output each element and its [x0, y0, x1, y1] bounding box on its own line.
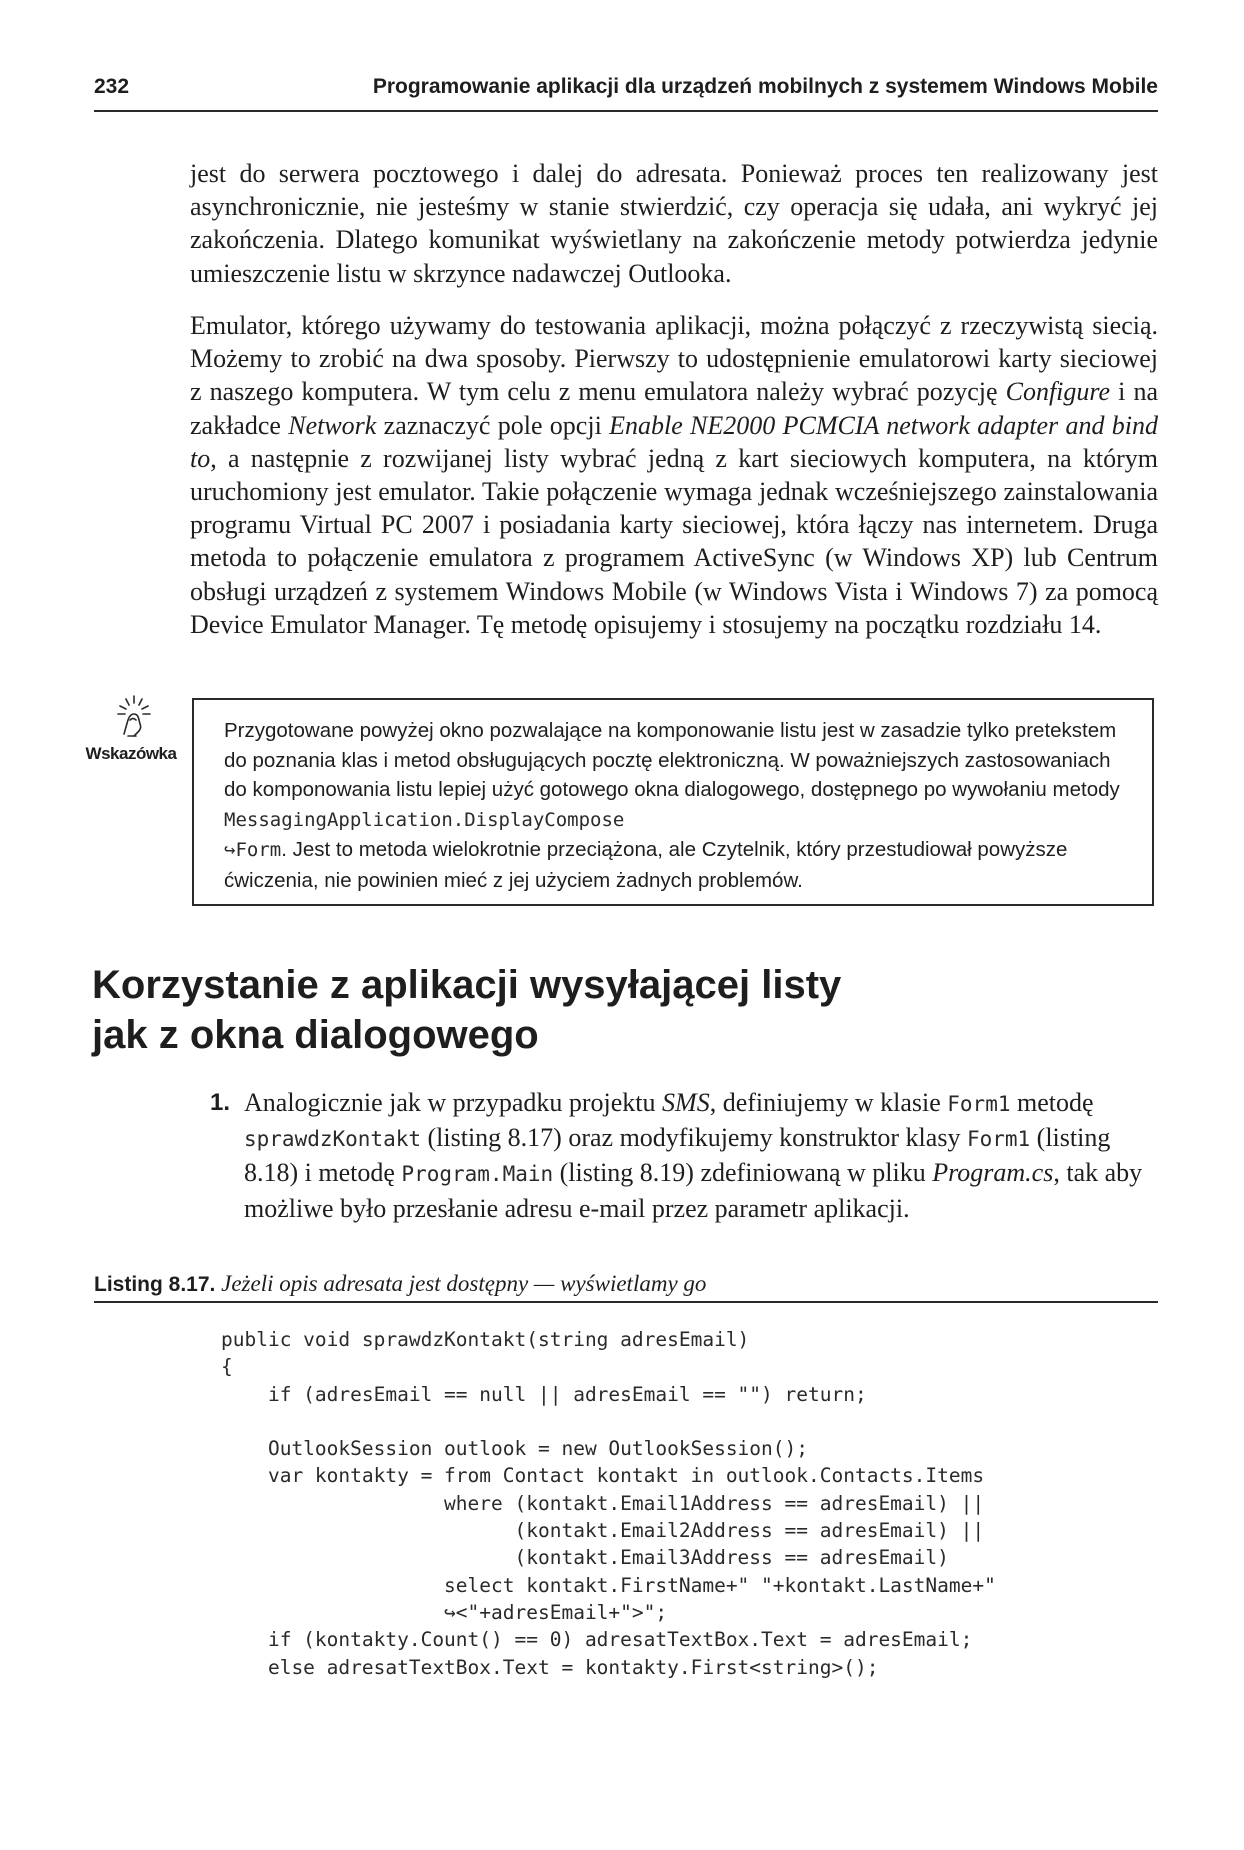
list-text: (listing 8.17) oraz modyfikujemy konstruktor klasy: [421, 1123, 967, 1153]
list-text: (listing 8.18) i metodę: [244, 1123, 1111, 1188]
code-program-main: Program.Main: [401, 1162, 554, 1187]
tip-text-part1: Przygotowane powyżej okno pozwalające na komponowanie listu jest w zasadzie tylko pretekstem do poznania klas i metod obsługujących pocztę elektroniczną. W poważniejszych zastosowaniach do komponowania listu lepiej użyć gotowego okna dialogowego, dostępnego po wywołaniu metody: [224, 719, 1120, 801]
tip-code-form: Form: [235, 839, 282, 861]
sms-term: SMS: [662, 1088, 710, 1117]
list-text: metodę: [1010, 1088, 1094, 1117]
paragraph-2-part4: , a następnie z rozwijanej listy wybrać jedną z kart sieciowych komputera, na którym uruchomiony jest emulator. Takie połączenie wymaga jednak wcześniejszego zainstalowania programu Virtual PC 2007 i posiadania karty sieciowej, która łączy nas internetem. Druga metoda to połączenie emulatora z programem ActiveSync (w Windows XP) lub Centrum obsługi urządzeń z systemem Windows Mobile (w Windows Vista i Windows 7) za pomocą Device Emulator Manager. Tę metodę opisujemy i stosujemy na początku rozdziału 14.: [190, 443, 1158, 639]
section-heading-line1: Korzystanie z aplikacji wysyłającej listy: [92, 963, 842, 1007]
code-line: public void sprawdzKontakt(string adresEmail): [221, 1328, 750, 1351]
list-text: (listing 8.19) zdefiniowaną w pliku: [553, 1158, 933, 1188]
code-form1: Form1: [966, 1127, 1031, 1152]
configure-term: Configure: [1005, 377, 1111, 407]
list-text: , tak aby możliwe było przesłanie adresu e-mail przez parametr aplikacji.: [244, 1158, 1143, 1223]
code-line: ↪<"+adresEmail+">";: [221, 1600, 668, 1624]
section-heading-line2: jak z okna dialogowego: [92, 1013, 539, 1057]
program-cs-term: Program.cs: [932, 1158, 1054, 1188]
code-sprawdzkontakt: sprawdzKontakt: [244, 1127, 422, 1152]
continuation-arrow-icon: ↪: [224, 839, 236, 861]
listing-caption-text: Jeżeli opis adresata jest dostępny — wyświetlamy go: [221, 1271, 707, 1296]
list-text: , definiujemy w klasie: [709, 1088, 948, 1117]
sparkle-hand-icon: [100, 694, 160, 738]
code-line: var kontakty = from Contact kontakt in outlook.Contacts.Items: [221, 1464, 985, 1488]
numbered-list: [210, 1086, 1158, 1225]
paragraph-2-part1: Emulator, którego używamy do testowania aplikacji, można połączyć z rzeczywistą siecią. Możemy to zrobić na dwa sposoby. Pierwszy to udostępnienie emulatorowi karty sieciowej z naszego komputera. W tym celu z menu emulatora należy wybrać pozycję: [190, 311, 1158, 407]
paragraph-2: [190, 309, 1158, 641]
list-text: Analogicznie jak w przypadku projektu: [244, 1088, 663, 1117]
tip-text-part2: . Jest to metoda wielokrotnie przeciążona, ale Czytelnik, który przestudiował powyższe ćwiczenia, nie powinien mieć z jej użyciem żadnych problemów.: [224, 838, 1068, 892]
code-line: OutlookSession outlook = new OutlookSession();: [221, 1437, 808, 1461]
code-line: select kontakt.FirstName+" "+kontakt.LastName+": [221, 1573, 996, 1597]
code-line: (kontakt.Email2Address == adresEmail) ||: [221, 1519, 985, 1543]
running-title: Programowanie aplikacji dla urządzeń mobilnych z systemem Windows Mobile: [372, 75, 1158, 98]
code-line: if (kontakty.Count() == 0) adresatTextBox.Text = adresEmail;: [221, 1628, 973, 1652]
page-number: 232: [94, 75, 130, 98]
tip-code-method: MessagingApplication.DisplayCompose: [224, 808, 625, 831]
list-number: 1.: [210, 1089, 231, 1116]
list-item: [210, 1086, 1158, 1225]
section-heading: [92, 960, 1156, 1060]
code-listing: [221, 1326, 1151, 1681]
paragraph-2-part3: zaznaczyć pole opcji: [376, 410, 610, 440]
code-line: (kontakt.Email3Address == adresEmail): [221, 1546, 949, 1570]
paragraph-1: jest do serwera pocztowego i dalej do adresata. Ponieważ proces ten realizowany jest asynchronicznie, nie jesteśmy w stanie stwierdzić, czy operacja się udała, ani wykryć jej zakończenia. Dlatego komunikat wyświetlany na zakończenie metody potwierdza jedynie umieszczenie listu w skrzynce nadawczej Outlooka.: [190, 159, 1158, 288]
code-form1: Form1: [947, 1092, 1011, 1116]
page-header: [94, 70, 1158, 112]
code-line: {: [221, 1355, 233, 1379]
code-line: where (kontakt.Email1Address == adresEmail) ||: [221, 1491, 985, 1515]
tip-text: [224, 716, 1132, 895]
network-term: Network: [288, 410, 377, 440]
code-line: if (adresEmail == null || adresEmail == "") return;: [221, 1382, 867, 1406]
listing-caption: [94, 1267, 1158, 1303]
tip-label: Wskazówka: [85, 744, 177, 763]
enable-option-term: Enable NE2000 PCMCIA network adapter and bind to: [190, 410, 1158, 473]
paragraph-2-part2: i na zakładce: [190, 377, 1158, 440]
code-line: else adresatTextBox.Text = kontakty.First<string>();: [221, 1655, 879, 1679]
listing-label: Listing 8.17.: [94, 1273, 216, 1296]
